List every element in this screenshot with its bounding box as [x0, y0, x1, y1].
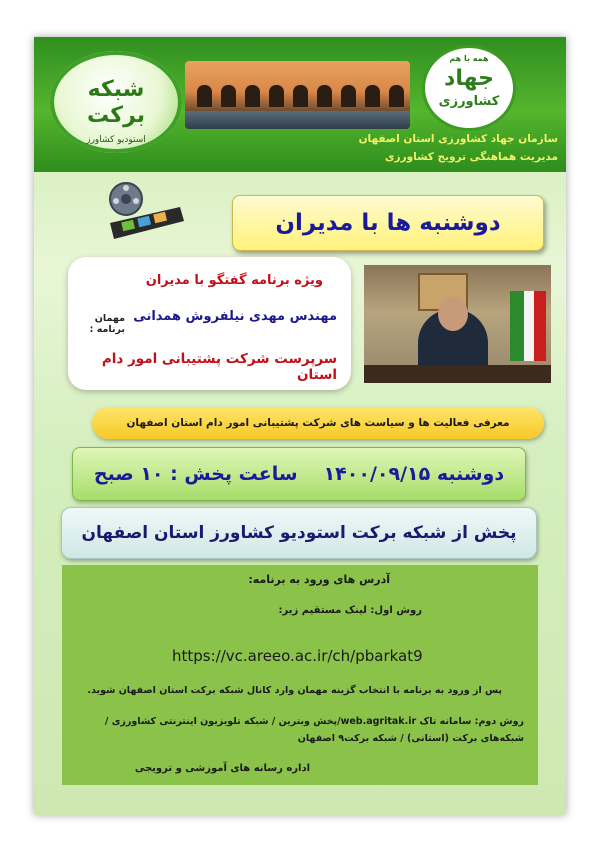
barakat-logo-line1: شبکه — [87, 77, 145, 102]
guest-label: مهمان برنامه : — [89, 313, 125, 335]
broadcast-time: ساعت پخش : ۱۰ صبح — [93, 463, 298, 485]
bridge-arch — [221, 85, 236, 107]
jahad-logo-main: جهاد — [444, 66, 494, 91]
bridge-arch — [341, 85, 356, 107]
header-banner — [34, 37, 566, 172]
intro-text: معرفی فعالیت ها و سیاست های شرکت پشتیبانی امور دام استان اصفهان — [126, 417, 510, 429]
flag-stripe-white — [524, 291, 534, 361]
bridge-arch — [317, 85, 332, 107]
bridge-arch — [197, 85, 212, 107]
jahad-logo-top: همه با هم — [449, 54, 489, 63]
method-one-label: روش اول: — [370, 605, 422, 616]
barakat-logo-line3: استودیو کشاورز — [86, 135, 146, 145]
broadcast-date: دوشنبه ۱۴۰۰/۰۹/۱۵ — [323, 463, 505, 485]
bridge-photo — [185, 61, 410, 129]
desk — [364, 365, 551, 383]
access-note: پس از ورود به برنامه با انتخاب گزینه مهمان وارد کانال شبکه برکت استان اصفهان شوید. — [87, 685, 502, 696]
poster-frame — [34, 37, 566, 815]
jahad-logo-sub: کشاورزی — [438, 94, 500, 109]
program-info-box — [68, 257, 351, 390]
bridge-arch — [389, 85, 404, 107]
bridge-arch — [365, 85, 380, 107]
guest-photo — [364, 265, 551, 383]
access-info-panel — [62, 565, 538, 785]
access-title: آدرس های ورود به برنامه: — [248, 573, 390, 586]
schedule-box — [72, 447, 526, 501]
bridge-arch — [269, 85, 284, 107]
method-one-text: لینک مستقیم زیر: — [278, 605, 367, 616]
guest-name: مهندس مهدی نیلفروش همدانی — [133, 309, 337, 324]
broadcast-channel-box — [61, 507, 537, 559]
river-water — [185, 111, 410, 129]
barakat-network-logo — [50, 51, 182, 153]
footer-department: اداره رسانه های آموزشی و ترویجی — [134, 763, 310, 774]
guest-head — [438, 297, 468, 331]
guest-role: سرپرست شرکت پشتیبانی امور دام استان — [101, 351, 337, 383]
barakat-logo-line2: برکت — [86, 103, 146, 128]
broadcast-channel: پخش از شبکه برکت استودیو کشاورز استان اصفهان — [81, 523, 517, 543]
film-reel-icon — [100, 177, 186, 253]
organization-unit: مدیریت هماهنگی ترویج کشاورزی — [384, 151, 558, 163]
bridge-arch — [293, 85, 308, 107]
intro-banner — [92, 407, 544, 439]
organization-name: سازمان جهاد کشاورزی استان اصفهان — [358, 133, 558, 145]
program-title-box — [232, 195, 544, 251]
program-subtitle: ویژه برنامه گفتگو با مدیران — [145, 273, 323, 288]
flag-stripe-red — [534, 291, 546, 361]
jahad-keshavarzi-logo — [422, 45, 516, 131]
program-title: دوشنبه ها با مدیران — [275, 210, 501, 236]
method-two: روش دوم: سامانه تاک web.agritak.ir/پخش وبترین / شبکه تلویزیون اینترنتی کشاورزی /شبکه‌های برکت (استانی) / شبکه برکت۹ اصفهان — [104, 716, 524, 744]
program-url-link[interactable]: https://vc.areeo.ac.ir/ch/pbarkat9 — [172, 647, 423, 665]
flag-stripe-green — [510, 291, 524, 361]
method-one — [279, 605, 423, 616]
bridge-arch — [245, 85, 260, 107]
